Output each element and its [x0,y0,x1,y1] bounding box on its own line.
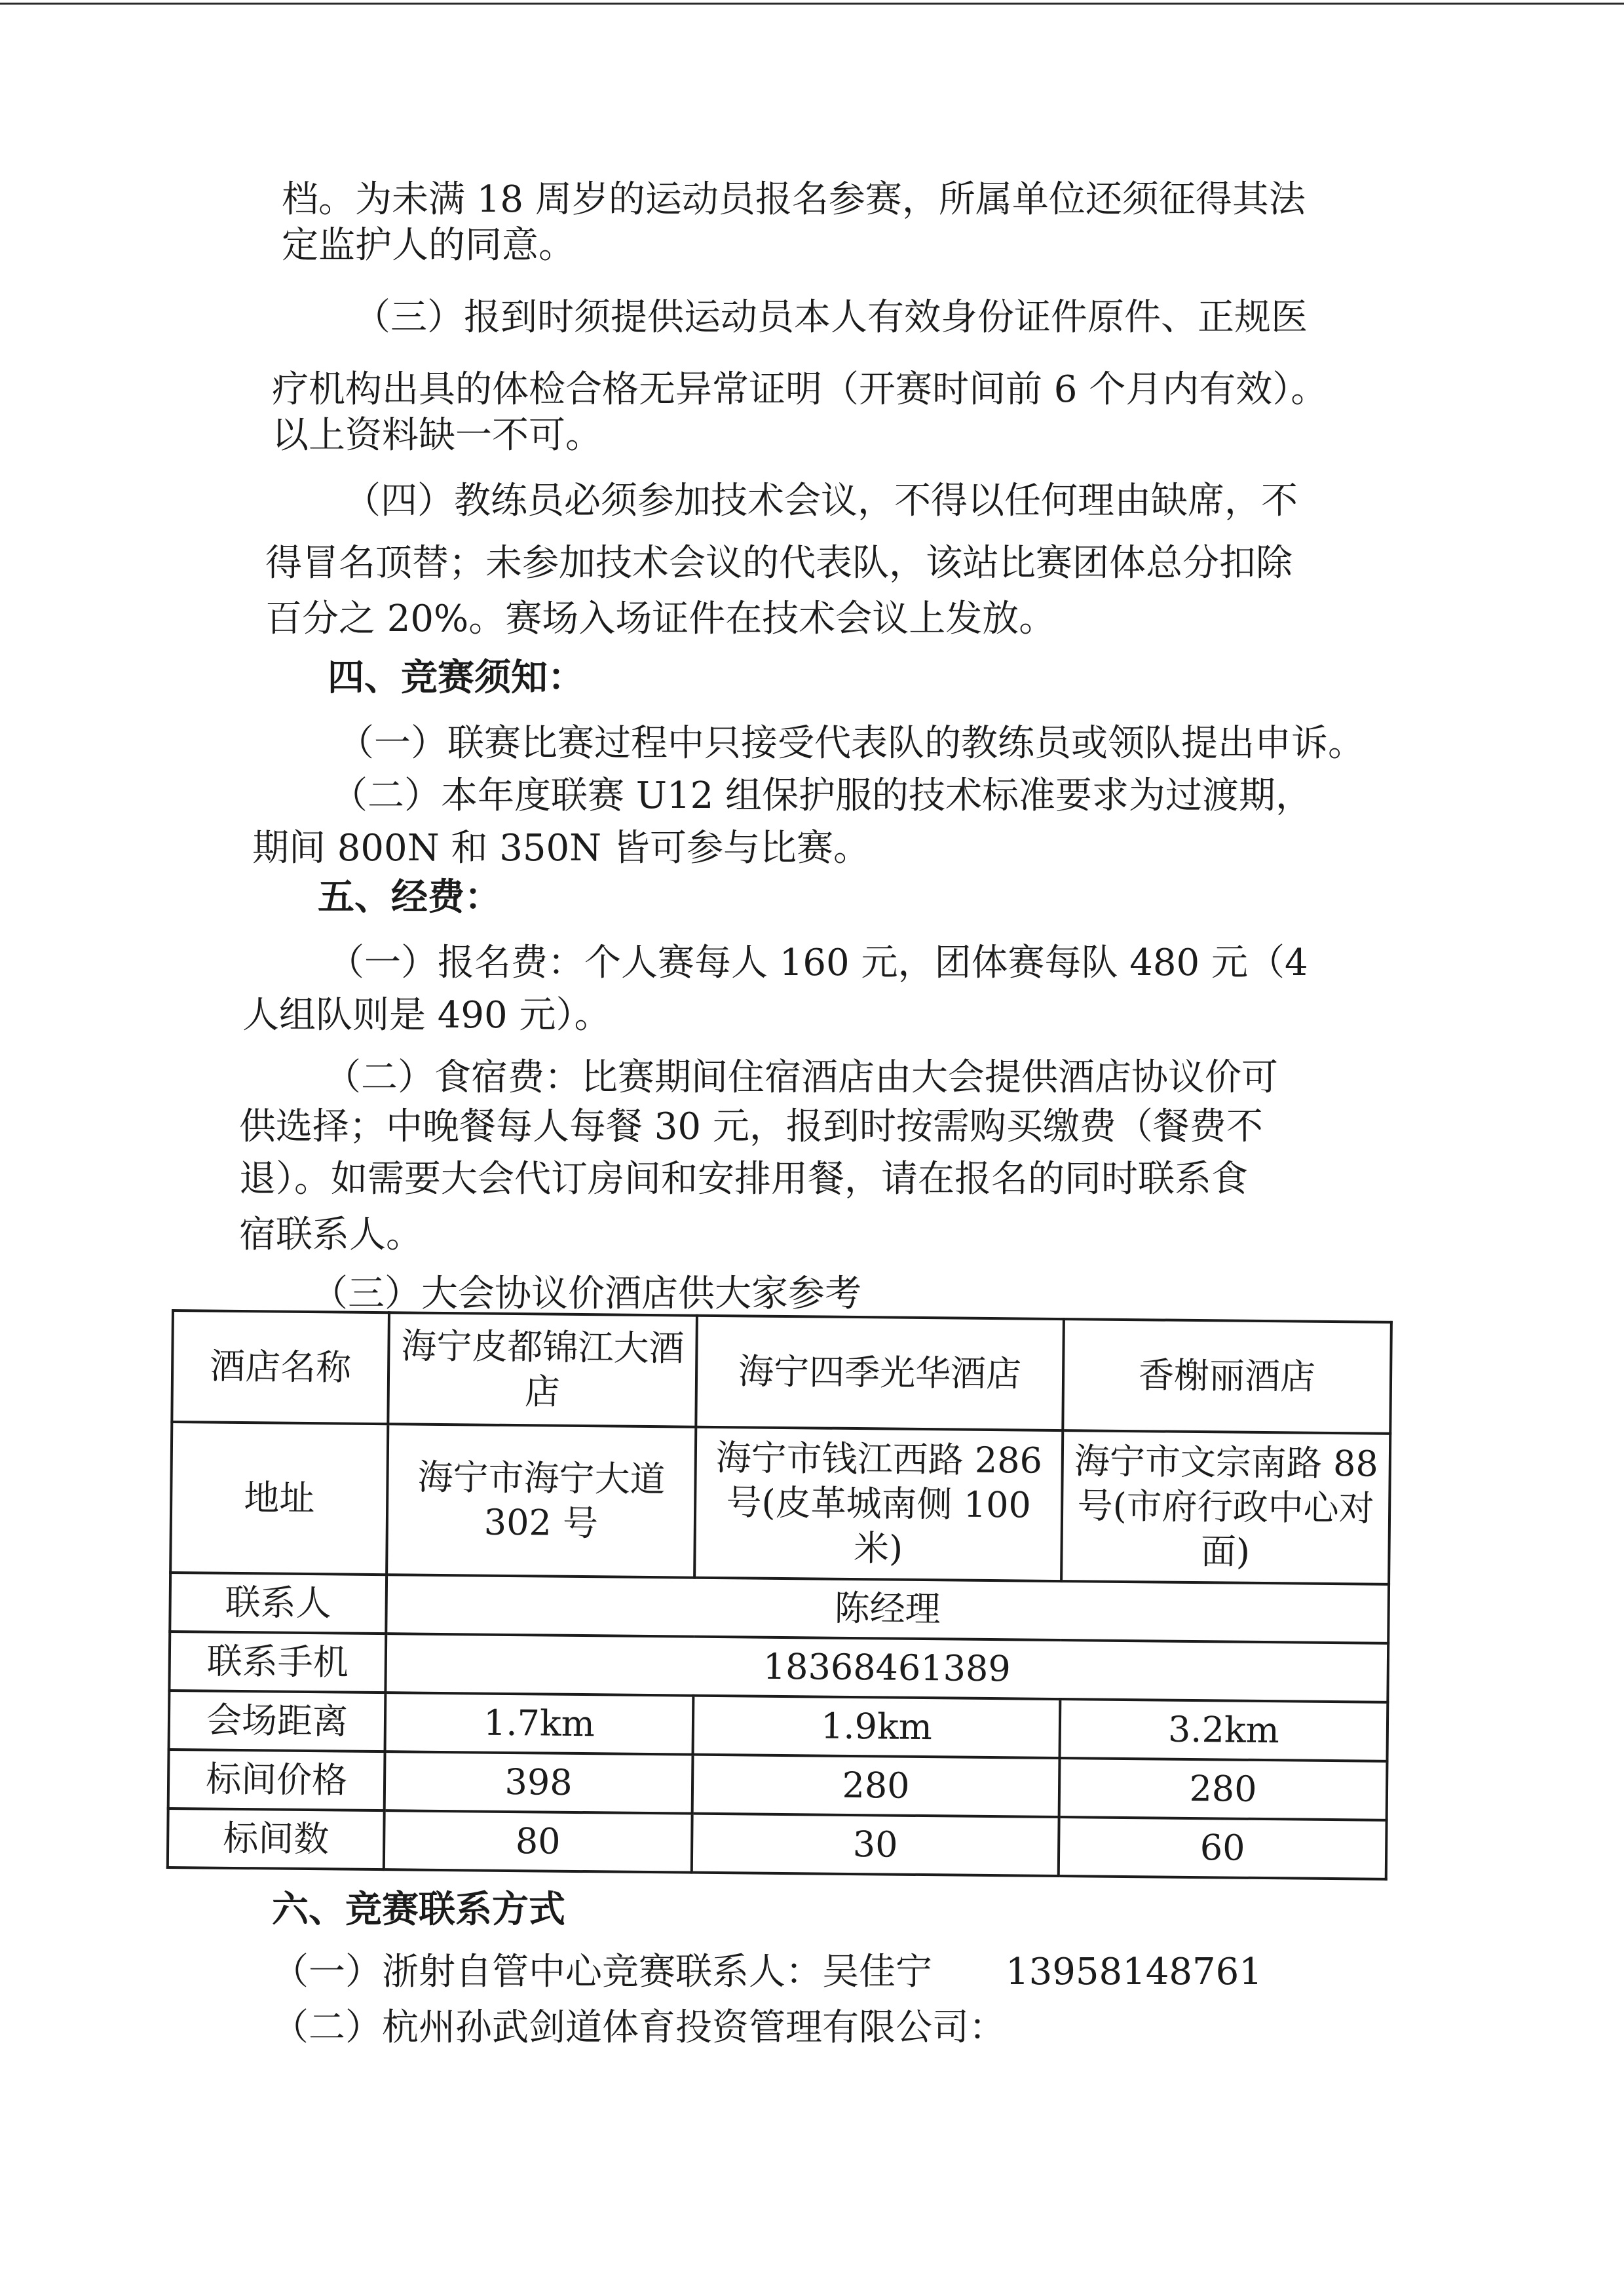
hotel-address-cell: 海宁市文宗南路 88 号(市府行政中心对面) [1061,1430,1390,1584]
table-row [172,1311,1391,1434]
hotel-name-cell: 香榭丽酒店 [1063,1319,1391,1434]
row-label-address: 地址 [170,1422,388,1575]
table-row [168,1808,1387,1879]
paragraph-line: 期间 800N 和 350N 皆可参与比赛。 [252,827,870,870]
row-label-phone: 联系手机 [169,1632,386,1693]
hotel-name-cell: 海宁四季光华酒店 [696,1316,1064,1430]
hotel-address-cell: 海宁市海宁大道 302 号 [387,1424,696,1578]
phone-cell: 18368461389 [385,1634,1388,1702]
paragraph-line: 定监护人的同意。 [282,224,575,267]
contact-line: （二）杭州孙武剑道体育投资管理有限公司： [272,2006,1006,2049]
table-caption: （三）大会协议价酒店供大家参考 [311,1272,861,1315]
hotel-table [166,1309,1393,1881]
hotel-address-cell: 海宁市钱江西路 286 号(皮革城南侧 100 米) [694,1427,1063,1581]
price-cell: 398 [385,1751,693,1814]
paragraph-line: 得冒名顶替；未参加技术会议的代表队，该站比赛团体总分扣除 [265,542,1293,584]
table-row [168,1750,1388,1820]
paragraph-line: 宿联系人。 [239,1214,423,1256]
paragraph-line: 退）。如需要大会代订房间和安排用餐，请在报名的同时联系食 [239,1158,1248,1200]
paragraph-line: 以上资料缺一不可。 [272,414,602,457]
table-row [169,1691,1388,1761]
scan-edge-line [0,3,1624,5]
distance-cell: 1.9km [693,1696,1061,1758]
paragraph-line: （二）食宿费：比赛期间住宿酒店由大会提供酒店协议价可 [324,1056,1278,1099]
distance-cell: 1.7km [385,1693,694,1755]
row-label-contact: 联系人 [170,1573,387,1634]
table-row [170,1422,1390,1584]
paragraph-line: 档。为未满 18 周岁的运动员报名参赛，所属单位还须征得其法 [282,178,1306,221]
paragraph-line: 人组队则是 490 元）。 [242,994,611,1037]
contact-line: （一）浙射自管中心竞赛联系人：吴佳宁 13958148761 [272,1951,1262,1993]
paragraph-line: （二）本年度联赛 U12 组保护服的技术标准要求为过渡期， [331,775,1313,817]
paragraph-line: （一）联赛比赛过程中只接受代表队的教练员或领队提出申诉。 [337,722,1365,765]
row-label-distance: 会场距离 [169,1691,386,1751]
rooms-cell: 60 [1059,1817,1387,1879]
table-row [169,1632,1388,1702]
hotel-name-cell: 海宁皮都锦江大酒店 [388,1312,697,1427]
paragraph-line: 百分之 20%。赛场入场证件在技术会议上发放。 [265,598,1056,640]
distance-cell: 3.2km [1059,1699,1388,1761]
contact-cell: 陈经理 [386,1575,1389,1643]
paragraph-line: （三）报到时须提供运动员本人有效身份证件原件、正规医 [354,296,1308,339]
price-cell: 280 [692,1755,1060,1817]
table-row [170,1573,1389,1643]
price-cell: 280 [1059,1758,1388,1820]
row-label-price: 标间价格 [168,1750,385,1810]
paragraph-line: 疗机构出具的体检合格无异常证明（开赛时间前 6 个月内有效）。 [272,368,1328,411]
paragraph-line: （一）报名费：个人赛每人 160 元，团体赛每队 480 元（4 [328,942,1308,984]
rooms-cell: 80 [384,1810,692,1873]
section-heading-4: 四、竞赛须知： [328,657,584,699]
section-heading-5: 五、经费： [318,876,501,919]
paragraph-line: （四）教练员必须参加技术会议，不得以任何理由缺席，不 [344,480,1298,522]
row-label-rooms: 标间数 [168,1808,385,1869]
rooms-cell: 30 [692,1814,1059,1876]
section-heading-6: 六、竞赛联系方式 [272,1888,565,1931]
paragraph-line: 供选择；中晚餐每人每餐 30 元，报到时按需购买缴费（餐费不 [239,1105,1263,1148]
row-label-name: 酒店名称 [172,1311,389,1424]
